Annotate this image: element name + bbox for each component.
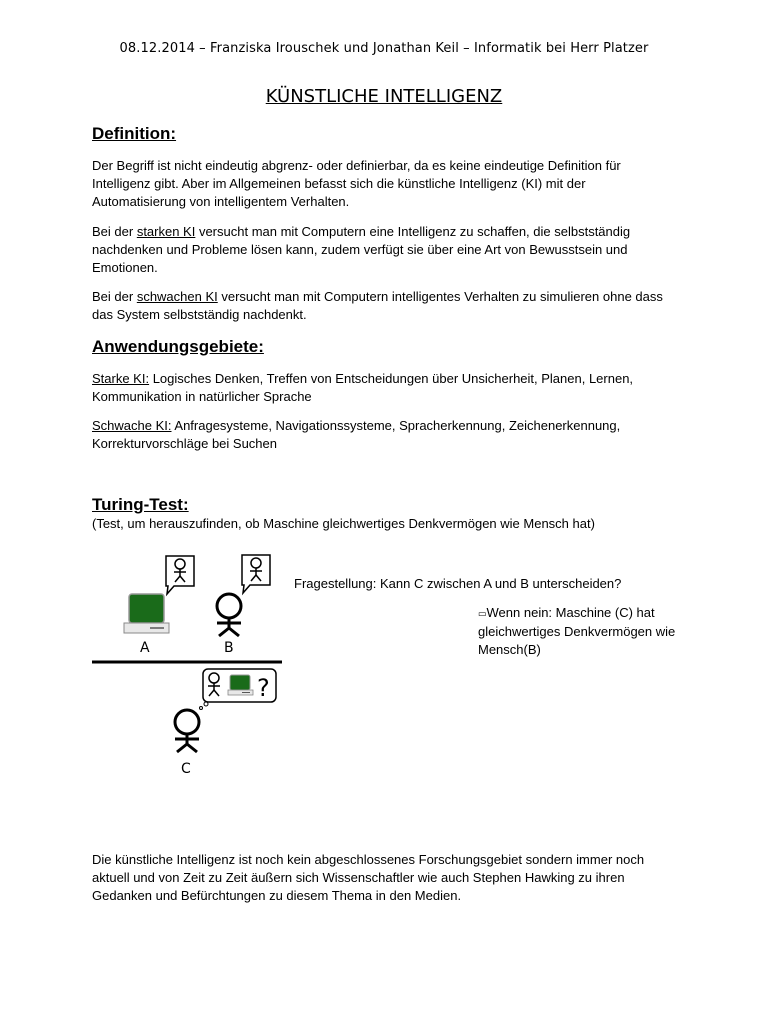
strong-ai-applications-text: Logisches Denken, Treffen von Entscheidungen über Unsicherheit, Planen, Lernen, Kommunikation in natürlicher Sprache xyxy=(92,371,634,404)
definition-paragraph: Der Begriff ist nicht eindeutig abgrenz- oder definierbar, da es keine eindeutige Definition für Intelligenz gibt. Aber im Allgemeinen befasst sich die künstliche Intelligenz (KI) mit der Automatisierung von intelligentem Verhalten. xyxy=(92,158,621,209)
label-a: A xyxy=(140,640,150,656)
question-mark: ? xyxy=(257,674,270,702)
weak-ai-applications-text: Anfragesysteme, Navigationssysteme, Spracherkennung, Zeichenerkennung, Korrekturvorschläge bei Suchen xyxy=(92,418,621,451)
weak-ai-pre: Bei der xyxy=(92,289,137,304)
weak-ai-label: Schwache KI: xyxy=(92,418,172,433)
weak-ai-term: schwachen KI xyxy=(136,289,218,304)
turing-question: Fragestellung: Kann C zwischen A und B unterscheiden? xyxy=(294,576,622,591)
strong-ai-label: Starke KI: xyxy=(92,371,150,386)
page-header: 08.12.2014 – Franziska Irouschek und Jonathan Keil – Informatik bei Herr Platzer xyxy=(119,41,649,56)
person-icon-c xyxy=(175,710,199,752)
person-icon-b xyxy=(217,594,241,636)
arrow-icon: ▭ xyxy=(478,608,487,619)
thought-bubble-c xyxy=(200,669,277,710)
computer-icon-small-c xyxy=(228,675,253,695)
speech-bubble-b xyxy=(242,555,270,593)
turing-subtitle: (Test, um herauszufinden, ob Maschine gleichwertiges Denkvermögen wie Mensch hat) xyxy=(92,516,595,531)
turing-answer xyxy=(478,604,698,659)
speech-bubble-a xyxy=(166,556,194,594)
strong-ai-text: versucht man mit Computern eine Intelligenz zu schaffen, die selbstständig nachdenken und Probleme lösen kann, zudem verfügt sie über eine Art von Bewusstsein und Emotionen. xyxy=(92,224,631,275)
turing-answer-text: Wenn nein: Maschine (C) hat gleichwertiges Denkvermögen wie Mensch(B) xyxy=(478,605,676,657)
page-title: KÜNSTLICHE INTELLIGENZ xyxy=(265,86,503,107)
label-c: C xyxy=(181,761,191,777)
label-b: B xyxy=(224,640,234,656)
strong-ai-pre: Bei der xyxy=(92,224,137,239)
conclusion-paragraph: Die künstliche Intelligenz ist noch kein abgeschlossenes Forschungsgebiet sondern immer noch aktuell und von Zeit zu Zeit äußern sich Wissenschaftler wie auch Stephen Hawking zu ihren Gedanken und Befürchtungen zu diesem Thema in den Medien. xyxy=(92,852,645,903)
computer-icon-a xyxy=(124,594,169,633)
turing-heading: Turing-Test: xyxy=(92,495,189,514)
weak-ai-text: versucht man mit Computern intelligentes Verhalten zu simulieren ohne dass das System selbstständig nachdenkt. xyxy=(92,289,663,322)
strong-ai-term: starken KI xyxy=(136,224,196,239)
anwendung-heading: Anwendungsgebiete: xyxy=(92,337,264,356)
definition-heading: Definition: xyxy=(92,124,177,143)
